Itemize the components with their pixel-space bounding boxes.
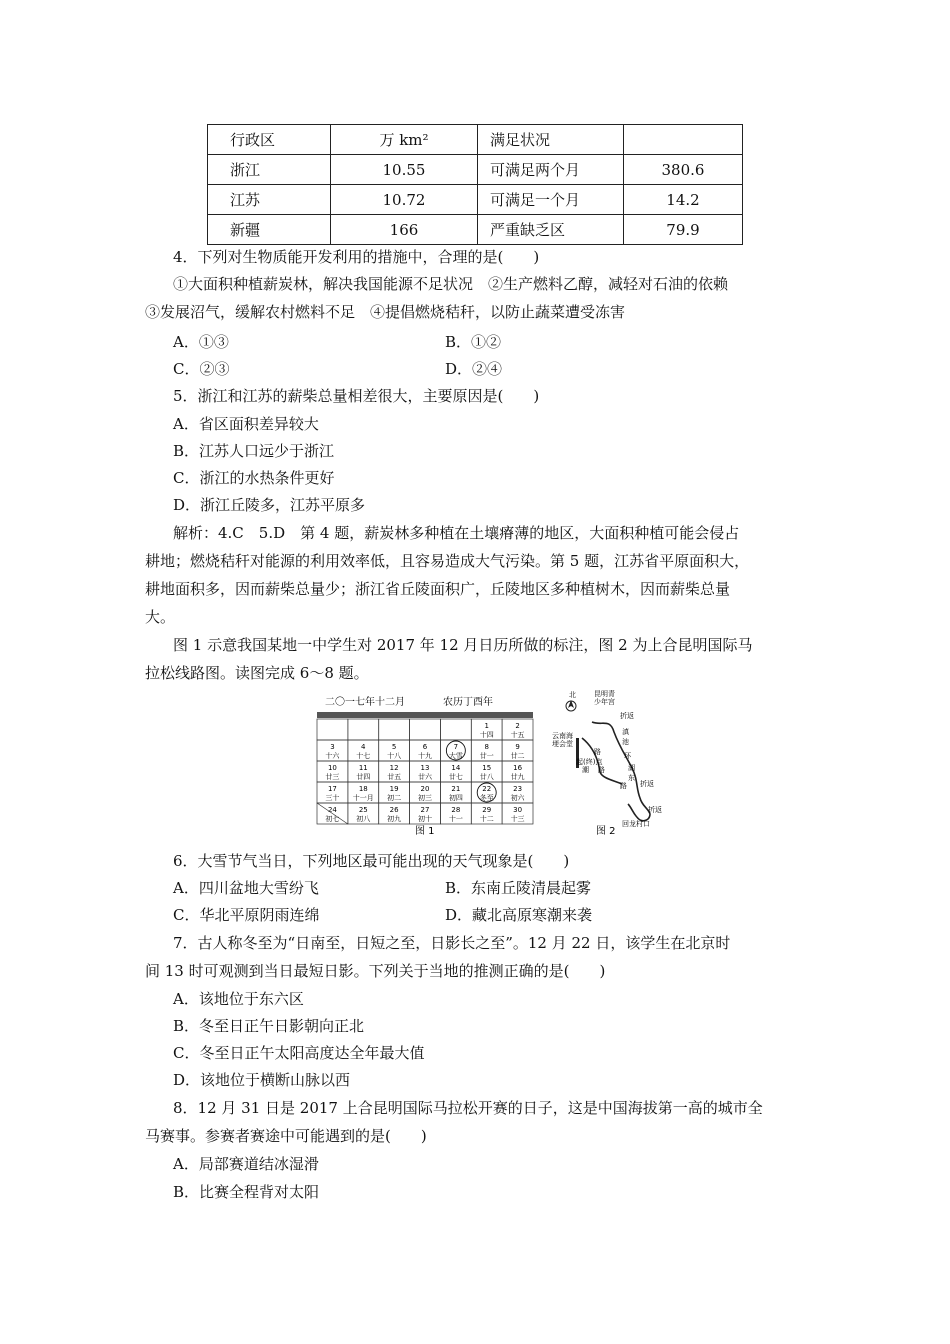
q5-option-a: A．省区面积差异较大 [173, 415, 319, 433]
calendar-lunar: 三十 [325, 794, 340, 802]
calendar-day: 27 [420, 806, 430, 814]
calendar-cell [410, 719, 441, 740]
q4-line2: ③发展沼气，缓解农村燃料不足 ④提倡燃烧秸秆，以防止蔬菜遭受冻害 [145, 303, 626, 321]
calendar-lunar: 廿八 [479, 773, 494, 781]
calendar-lunar: 十七 [356, 752, 371, 760]
intro-line: 图 1 示意我国某地一中学生对 2017 年 12 月日历所做的标注，图 2 为上合昆明国际马 [173, 636, 753, 654]
q8-option-b: B．比赛全程背对太阳 [173, 1183, 320, 1201]
calendar-day: 2 [515, 722, 520, 730]
calendar-day: 5 [391, 743, 397, 751]
q7-option-a: A．该地位于东六区 [173, 990, 304, 1008]
figure2-route-map [552, 688, 682, 838]
q6-option-c: C．华北平原阴雨连绵 [173, 906, 320, 924]
q8-option-a: A．局部赛道结冰湿滑 [173, 1155, 319, 1173]
q4-option-b: B．①② [445, 333, 502, 351]
calendar-day: 3 [330, 743, 335, 751]
calendar-lunar: 十六 [325, 752, 340, 760]
table-header-cell: 行政区 [208, 125, 331, 155]
route-label: 池 [622, 738, 629, 746]
q5-option-c: C．浙江的水热条件更好 [173, 469, 335, 487]
calendar-day: 18 [358, 785, 368, 793]
table-cell: 14.2 [624, 185, 743, 215]
calendar-lunar: 初三 [418, 794, 432, 802]
q8-line2: 马赛事。参赛者赛途中可能遇到的是( ) [145, 1127, 427, 1145]
calendar-lunar: 廿七 [448, 773, 463, 781]
calendar-lunar: 初十 [418, 815, 432, 823]
route-label: 折返 [620, 712, 634, 720]
table-cell: 可满足一个月 [478, 185, 624, 215]
calendar-cell [348, 719, 379, 740]
calendar-lunar: 十一月 [352, 794, 374, 802]
calendar-day: 12 [389, 764, 399, 772]
calendar-day: 25 [358, 806, 368, 814]
calendar-cell [317, 719, 348, 740]
q8-line1: 8．12 月 31 日是 2017 上合昆明国际马拉松开赛的日子，这是中国海拔第一高的城市全 [173, 1099, 763, 1117]
table-cell: 严重缺乏区 [478, 215, 624, 245]
calendar-day: 14 [451, 764, 461, 772]
calendar-lunar: 廿九 [510, 773, 525, 781]
route-label: 环 [624, 752, 631, 760]
q4-line1: ①大面积种植薪炭林，解决我国能源不足状况 ②生产燃料乙醇，减轻对石油的依赖 [173, 275, 729, 293]
q7-line2: 间 13 时可观测到当日最短日影。下列关于当地的推测正确的是( ) [145, 962, 606, 980]
q4-option-d: D．②④ [445, 360, 503, 378]
calendar-day: 10 [327, 764, 337, 772]
q7-option-d: D．该地位于横断山脉以西 [173, 1071, 351, 1089]
table-header-cell: 满足状况 [478, 125, 624, 155]
calendar-day: 20 [420, 785, 430, 793]
analysis-line: 耕地；燃烧秸秆对能源的利用效率低，且容易造成大气污染。第 5 题，江苏省平原面积大， [145, 552, 750, 570]
calendar-day: 23 [513, 785, 523, 793]
table-cell: 166 [331, 215, 478, 245]
calendar-lunar: 十一 [448, 815, 463, 823]
calendar-day: 11 [358, 764, 368, 772]
calendar-title: 二〇一七年十二月 [325, 697, 405, 708]
calendar-day: 6 [422, 743, 428, 751]
calendar-day: 13 [420, 764, 430, 772]
calendar-lunar: 初四 [448, 794, 463, 802]
calendar-subtitle: 农历丁酉年 [443, 697, 493, 708]
calendar-lunar: 初九 [387, 815, 402, 823]
calendar-day: 17 [327, 785, 337, 793]
route-label: 路 [598, 766, 605, 774]
table-cell: 江苏 [208, 185, 331, 215]
calendar-lunar: 十三 [510, 815, 525, 823]
calendar-lunar: 廿五 [387, 773, 402, 781]
calendar-lunar: 廿四 [356, 773, 371, 781]
table-header-cell [331, 125, 478, 155]
table-cell: 浙江 [208, 155, 331, 185]
table-row [208, 215, 743, 245]
calendar-lunar: 十八 [387, 752, 402, 760]
calendar-lunar: 冬至 [479, 794, 494, 802]
calendar-lunar: 初八 [356, 815, 371, 823]
calendar-grid [317, 719, 533, 824]
calendar-day: 29 [482, 806, 492, 814]
q6-option-d: D．藏北高原寒潮来袭 [445, 906, 593, 924]
q6-option-a: A．四川盆地大雪纷飞 [173, 879, 319, 897]
table-cell: 可满足两个月 [478, 155, 624, 185]
calendar-day: 30 [513, 806, 523, 814]
calendar-day: 4 [361, 743, 366, 751]
calendar-day: 7 [453, 743, 459, 751]
calendar-day: 19 [389, 785, 399, 793]
calendar-day: 22 [482, 785, 492, 793]
table-header-cell [624, 125, 743, 155]
table-cell: 380.6 [624, 155, 743, 185]
table-row [208, 155, 743, 185]
route-label: 回龙村口 [622, 820, 650, 828]
calendar-cell [379, 719, 410, 740]
analysis-line: 大。 [145, 608, 176, 626]
route-label: 云南海 [552, 732, 573, 740]
analysis-line: 耕地面积多，因而薪柴总量少；浙江省丘陵面积广，丘陵地区多种植树木，因而薪柴总量 [145, 580, 731, 598]
table-cell: 10.72 [331, 185, 478, 215]
q5-option-d: D．浙江丘陵多，江苏平原多 [173, 496, 366, 514]
calendar-lunar: 廿一 [479, 752, 494, 760]
figure2-caption: 图 2 [596, 826, 616, 837]
q4-option-c: C．②③ [173, 360, 230, 378]
route-label: 起(终)点 [576, 758, 603, 766]
q7-option-b: B．冬至日正午日影朝向正北 [173, 1017, 365, 1035]
route-label: 滇 [622, 728, 629, 736]
calendar-day: 9 [515, 743, 520, 751]
table-header-cell-text: 万 km² [379, 131, 429, 149]
table-cell: 新疆 [208, 215, 331, 245]
route-label: 路 [620, 782, 627, 790]
q5-option-b: B．江苏人口远少于浙江 [173, 442, 335, 460]
table-row [208, 185, 743, 215]
q7-line1: 7．古人称冬至为“日南至，日短之至，日影长之至”。12 月 22 日，该学生在北京时 [173, 934, 731, 952]
route-label: 昆明青 [594, 690, 615, 698]
table-cell: 10.55 [331, 155, 478, 185]
calendar-lunar: 十九 [418, 752, 432, 760]
q6-stem: 6．大雪节气当日，下列地区最可能出现的天气现象是( ) [173, 852, 570, 870]
calendar-lunar: 初二 [387, 794, 402, 802]
calendar-day: 21 [451, 785, 461, 793]
table-header-row [208, 125, 743, 155]
calendar-lunar: 十四 [479, 731, 494, 739]
route-label: 湖 [628, 764, 635, 772]
calendar-day: 16 [513, 764, 523, 772]
calendar-day: 26 [389, 806, 399, 814]
calendar-day: 15 [482, 764, 492, 772]
route-label: 潮 [582, 766, 589, 774]
calendar-cell [440, 719, 471, 740]
calendar-lunar: 大雪 [448, 752, 463, 760]
calendar-lunar: 廿三 [325, 773, 340, 781]
q7-option-c: C．冬至日正午太阳高度达全年最大值 [173, 1044, 425, 1062]
calendar-lunar: 十二 [479, 815, 494, 823]
route-label: 埂会堂 [552, 740, 573, 748]
route-label: 折返 [640, 780, 654, 788]
q4-stem: 4．下列对生物质能开发利用的措施中，合理的是( ) [173, 248, 540, 266]
route-label: 折返 [648, 806, 662, 814]
north-label: 北 [569, 691, 576, 699]
figure1-caption: 图 1 [415, 826, 435, 837]
calendar-lunar: 十五 [510, 731, 525, 739]
route-label: 东 [628, 774, 635, 782]
calendar-day: 1 [484, 722, 489, 730]
calendar-lunar: 初六 [510, 794, 525, 802]
calendar-day: 8 [484, 743, 489, 751]
calendar-day: 24 [327, 806, 337, 814]
table-cell: 79.9 [624, 215, 743, 245]
calendar-lunar: 廿二 [510, 752, 525, 760]
route-label: 路 [594, 748, 601, 756]
calendar-lunar: 初七 [325, 815, 340, 823]
calendar-lunar: 廿六 [418, 773, 432, 781]
intro-line: 拉松线路图。读图完成 6～8 题。 [145, 664, 369, 682]
q5-stem: 5．浙江和江苏的薪柴总量相差很大，主要原因是( ) [173, 387, 540, 405]
q6-option-b: B．东南丘陵清晨起雾 [445, 879, 592, 897]
biomass-table [207, 124, 743, 245]
calendar-header-bar [317, 712, 533, 718]
route-label: 少年宫 [594, 698, 615, 706]
figure1-calendar [315, 692, 535, 838]
q4-option-a: A．①③ [173, 333, 229, 351]
calendar-day: 28 [451, 806, 461, 814]
analysis-line: 解析：4.C 5.D 第 4 题，薪炭林多种植在土壤瘠薄的地区，大面积种植可能会侵占 [173, 524, 740, 542]
